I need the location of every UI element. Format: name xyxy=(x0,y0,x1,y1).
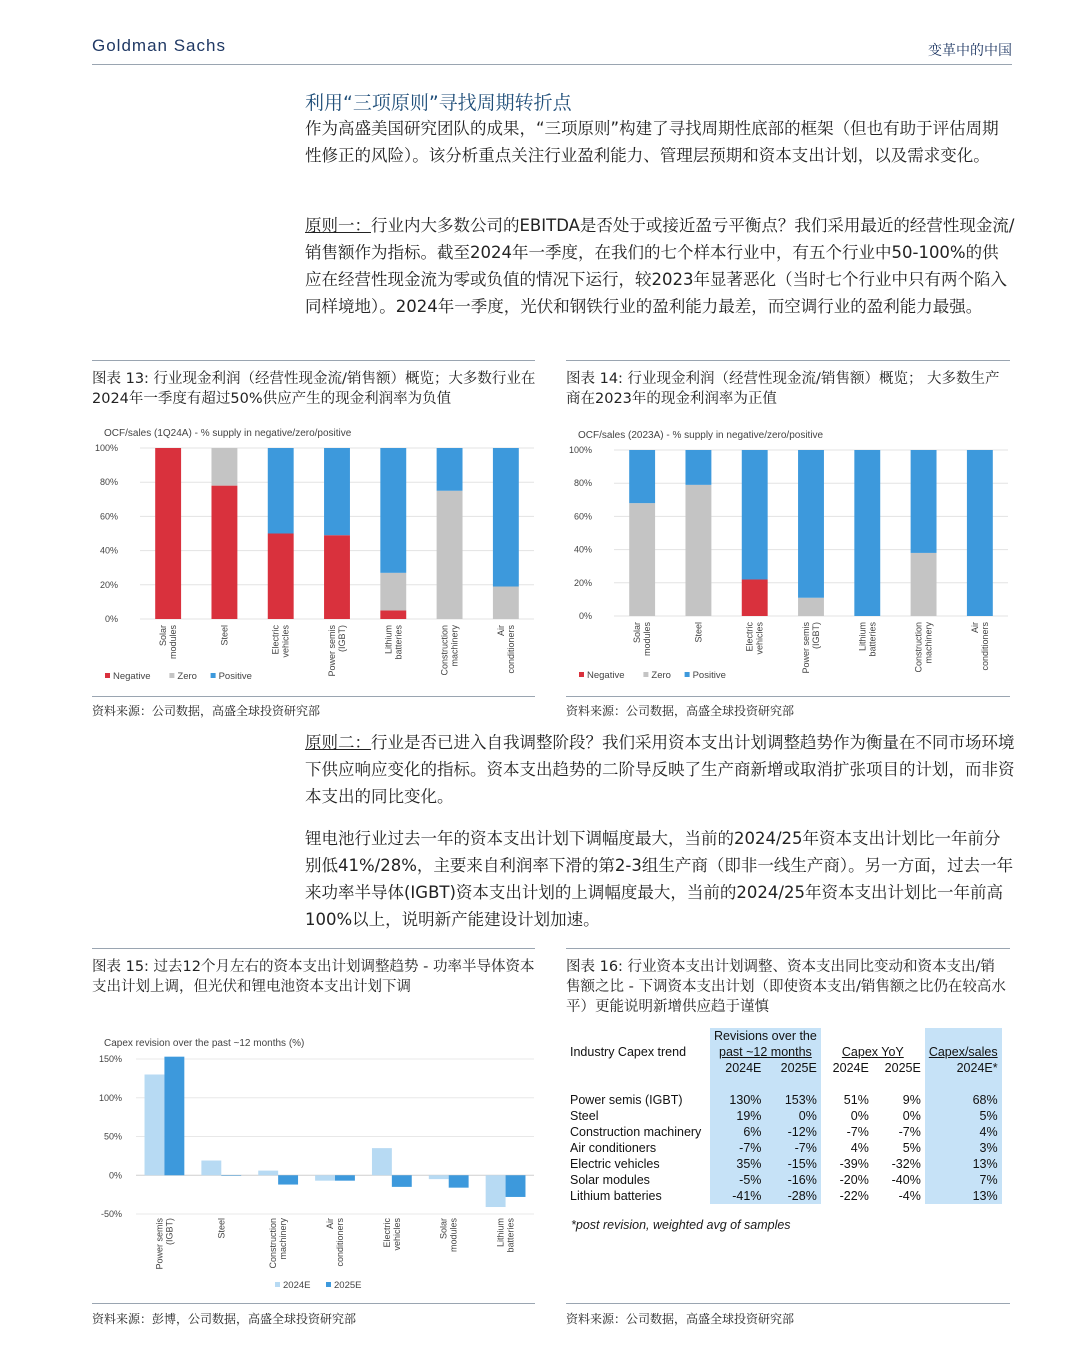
legend-label: Zero xyxy=(177,671,197,682)
x-tick-label xyxy=(327,625,347,677)
bar-2025e xyxy=(449,1175,469,1187)
legend-label: 2024E xyxy=(283,1280,311,1291)
cell-r24: -41% xyxy=(710,1188,765,1204)
bar-zero xyxy=(685,485,711,616)
x-tick-label xyxy=(383,625,403,660)
x-tick-line: Lithium xyxy=(383,625,394,655)
battery-paragraph: 锂电池行业过去一年的资本支出计划下调幅度最大，当前的2024/25年资本支出计划比一年前分别低41%/28%，主要来自利润率下滑的第2-3组生产商（即非一线生产商）。另一方面，过去一年来功率半导体(IGBT)资本支出计划的上调幅度最大，当前的2024/25年资本支出计划比一年前高100%以上，说明新产能建设计划加速。 xyxy=(305,829,1014,929)
fig14-top-rule xyxy=(566,360,1010,361)
x-tick-line: (IGBT) xyxy=(337,625,347,652)
capex-table-wrap xyxy=(566,1028,1002,1232)
x-tick-line: batteries xyxy=(867,622,878,657)
x-tick-line: Air xyxy=(969,622,980,633)
y-tick-label: 150% xyxy=(98,1054,122,1064)
legend-label: 2025E xyxy=(334,1280,362,1291)
bar-2024e xyxy=(315,1175,335,1180)
bar-2024e xyxy=(372,1148,392,1175)
y-tick-label: 100% xyxy=(98,1092,122,1103)
bar-zero xyxy=(798,598,824,616)
cell-name: Solar modules xyxy=(570,1173,650,1187)
bar-zero xyxy=(437,491,463,619)
x-tick-label xyxy=(440,625,460,676)
x-tick-line: (IGBT) xyxy=(164,1218,175,1245)
header-divider xyxy=(92,64,1012,65)
legend-label: Zero xyxy=(651,670,671,681)
x-tick-line: Power semis xyxy=(801,622,811,674)
header-year: 2024E* xyxy=(925,1060,1002,1076)
x-tick-line: modules xyxy=(642,622,653,657)
fig16-title: 图表 16: 行业资本支出计划调整、资本支出同比变动和资本支出/销售额之比 - 下调资本支出计划（即使资本支出/销售额之比仍在较高水平）更能说明新增供应趋于谨慎 xyxy=(566,959,1006,1015)
cell-r25: -7% xyxy=(765,1140,820,1156)
bar-positive xyxy=(685,450,711,485)
bar-negative xyxy=(742,579,768,616)
x-tick-label xyxy=(632,622,652,657)
x-tick-line: machinery xyxy=(449,625,460,667)
cell-y24: 4% xyxy=(850,1141,869,1155)
fig14-title: 图表 14: 行业现金利润（经营性现金流/销售额）概览； 大多数生产商在2023年的现金利润率为正值 xyxy=(566,371,1000,407)
bar-zero xyxy=(911,553,937,616)
cell-name: Air conditioners xyxy=(570,1141,657,1155)
y-tick-label: 20% xyxy=(573,577,592,588)
legend-swatch xyxy=(326,1282,331,1287)
legend-label: Negative xyxy=(587,670,625,681)
bar-positive xyxy=(380,448,406,573)
principle1-paragraph xyxy=(305,212,1015,320)
cell-y24: 0% xyxy=(850,1109,869,1123)
bar-negative xyxy=(155,448,181,619)
cell-r24: 6% xyxy=(710,1124,765,1140)
cell-cs: 13% xyxy=(925,1156,1002,1172)
cell-cs: 68% xyxy=(925,1092,1002,1108)
header-capex-sales: Capex/sales xyxy=(928,1045,998,1059)
y-tick-label: 20% xyxy=(99,579,118,590)
fig15-chart-title: Capex revision over the past ~12 months (%) xyxy=(104,1038,305,1049)
y-tick-label: 60% xyxy=(573,511,592,522)
x-tick-line: Electric xyxy=(270,625,281,655)
bar-negative xyxy=(268,534,294,620)
principle2-text: 行业是否已进入自我调整阶段？我们采用资本支出计划调整趋势作为衡量在不同市场环境下供应响应变化的指标。资本支出趋势的二阶导反映了生产商新增或取消扩张项目的计划，而非资本支出的同比变化。 xyxy=(305,733,1015,806)
y-tick-label: 0% xyxy=(578,611,592,621)
fig16-source: 资料来源：公司数据，高盛全球投资研究部 xyxy=(566,1312,795,1326)
cell-name: Construction machinery xyxy=(570,1125,702,1139)
x-tick-line: vehicles xyxy=(391,1218,402,1251)
x-tick-line: Solar xyxy=(632,622,643,644)
cell-r24: 19% xyxy=(710,1108,765,1124)
bar-positive xyxy=(493,448,519,587)
x-tick-label xyxy=(857,622,877,657)
x-tick-line: Construction xyxy=(268,1218,279,1269)
fig15-top-rule xyxy=(92,948,535,949)
capex-table xyxy=(566,1028,1002,1204)
fig14-chart xyxy=(566,420,1011,696)
x-tick-line: batteries xyxy=(393,625,404,660)
fig16-bottom-rule xyxy=(566,1303,1010,1304)
cell-y25: -32% xyxy=(891,1157,921,1171)
legend-swatch xyxy=(275,1282,280,1287)
bar-negative xyxy=(380,610,406,619)
cell-r24: 130% xyxy=(710,1092,765,1108)
cell-cs: 7% xyxy=(925,1172,1002,1188)
x-tick-line: (IGBT) xyxy=(811,622,821,649)
x-tick-line: Steel xyxy=(216,1218,227,1239)
header-revisions-2: past ~12 months xyxy=(719,1045,812,1059)
x-tick-label xyxy=(496,1218,516,1253)
cell-y24: 51% xyxy=(843,1093,869,1107)
bar-2025e xyxy=(164,1057,184,1176)
bar-2024e xyxy=(486,1175,506,1207)
bar-zero xyxy=(211,448,237,486)
y-tick-label: 100% xyxy=(568,445,592,455)
cell-r25: -15% xyxy=(765,1156,820,1172)
x-tick-line: Power semis xyxy=(154,1218,165,1270)
legend-swatch xyxy=(685,672,690,677)
x-tick-label xyxy=(914,622,934,673)
bar-positive xyxy=(629,450,655,503)
cell-name: Power semis (IGBT) xyxy=(570,1093,683,1107)
x-tick-line: modules xyxy=(168,625,179,660)
x-tick-line: vehicles xyxy=(280,625,291,658)
bar-2025e xyxy=(278,1175,298,1184)
cell-r24: -7% xyxy=(710,1140,765,1156)
x-tick-line: modules xyxy=(448,1218,459,1253)
x-tick-label xyxy=(158,625,178,660)
x-tick-label xyxy=(745,622,765,655)
table-row xyxy=(566,1124,1002,1140)
cell-y24: -20% xyxy=(839,1173,869,1187)
section-title: 利用“三项原则”寻找周期转折点 xyxy=(305,92,572,114)
cell-r25: -28% xyxy=(765,1188,820,1204)
bar-2025e xyxy=(506,1175,526,1197)
x-tick-line: Steel xyxy=(219,625,230,646)
principle2-paragraph xyxy=(305,729,1015,810)
fig13-chart-title: OCF/sales (1Q24A) - % supply in negative/zero/positive xyxy=(104,428,352,439)
cell-cs: 5% xyxy=(925,1108,1002,1124)
cell-r24: 35% xyxy=(710,1156,765,1172)
x-tick-line: Construction xyxy=(913,622,924,673)
y-tick-label: 40% xyxy=(99,545,118,556)
bar-zero xyxy=(629,503,655,616)
x-tick-label xyxy=(970,622,990,671)
x-tick-label xyxy=(693,622,703,643)
header-year: 2024E xyxy=(710,1060,765,1076)
table-note: *post revision, weighted avg of samples xyxy=(571,1218,791,1232)
header-year: 2025E xyxy=(884,1061,921,1075)
principle1-text: 行业内大多数公司的EBITDA是否处于或接近盈亏平衡点？我们采用最近的经营性现金流/销售额作为指标。截至2024年一季度，在我们的七个样本行业中，有五个行业中50-100%的供应在经营性现金流为零或负值的情况下运行，较2023年显著恶化（当时七个行业中只有两个陷入同样境地）。2024年一季度，光伏和钢铁行业的盈利能力最差，而空调行业的盈利能力最强。 xyxy=(305,216,1015,316)
x-tick-label xyxy=(216,1218,226,1239)
fig14-source: 资料来源：公司数据，高盛全球投资研究部 xyxy=(566,704,795,718)
bar-zero xyxy=(493,587,519,619)
table-row xyxy=(566,1092,1002,1108)
fig14-bottom-rule xyxy=(566,696,1010,697)
table-row xyxy=(566,1172,1002,1188)
bar-positive xyxy=(742,450,768,579)
x-tick-line: machinery xyxy=(923,622,934,664)
legend-label: Positive xyxy=(692,670,726,681)
table-row xyxy=(566,1156,1002,1172)
cell-y25: -7% xyxy=(898,1125,921,1139)
bar-zero xyxy=(380,573,406,611)
fig13-top-rule xyxy=(92,360,535,361)
header-year: 2025E xyxy=(765,1060,820,1076)
report-title: 变革中的中国 xyxy=(928,43,1012,59)
x-tick-line: conditioners xyxy=(505,625,516,674)
x-tick-line: conditioners xyxy=(335,1218,345,1267)
bar-positive xyxy=(911,450,937,553)
bar-positive xyxy=(324,448,350,535)
table-row xyxy=(566,1108,1002,1124)
y-tick-label: 40% xyxy=(573,544,592,555)
fig16-top-rule xyxy=(566,948,1010,949)
legend-swatch xyxy=(211,673,216,678)
x-tick-line: Air xyxy=(495,625,506,636)
fig14-chart-title: OCF/sales (2023A) - % supply in negative/zero/positive xyxy=(578,430,824,441)
y-tick-label: -50% xyxy=(100,1209,122,1219)
y-tick-label: 80% xyxy=(99,477,118,488)
cell-cs: 4% xyxy=(925,1124,1002,1140)
y-tick-label: 80% xyxy=(573,478,592,489)
x-tick-line: Electric xyxy=(744,622,755,652)
bar-2025e xyxy=(335,1175,355,1180)
legend-label: Negative xyxy=(113,671,151,682)
bar-positive xyxy=(854,450,880,616)
cell-name: Steel xyxy=(570,1109,599,1123)
cell-y25: 0% xyxy=(902,1109,921,1123)
principle1-label: 原则一： xyxy=(305,216,371,235)
x-tick-label xyxy=(801,622,821,674)
x-tick-label xyxy=(496,625,516,674)
cell-y24: -22% xyxy=(839,1189,869,1203)
cell-name: Lithium batteries xyxy=(570,1189,662,1203)
fig13-title: 图表 13: 行业现金利润（经营性现金流/销售额）概览；大多数行业在2024年一季度有超过50%供应产生的现金利润率为负值 xyxy=(92,371,536,407)
bar-2025e xyxy=(392,1175,412,1187)
cell-y25: 5% xyxy=(902,1141,921,1155)
x-tick-label xyxy=(325,1218,345,1267)
bar-2024e xyxy=(201,1161,221,1176)
y-tick-label: 50% xyxy=(103,1131,122,1142)
cell-r25: -16% xyxy=(765,1172,820,1188)
x-tick-label xyxy=(439,1218,459,1253)
x-tick-label xyxy=(219,625,229,646)
x-tick-label xyxy=(271,625,291,658)
bar-2024e xyxy=(145,1075,165,1176)
x-tick-line: Steel xyxy=(693,622,704,643)
x-tick-label xyxy=(268,1218,288,1269)
cell-r24: -5% xyxy=(710,1172,765,1188)
cell-y24: -7% xyxy=(846,1125,869,1139)
bar-positive xyxy=(967,450,993,616)
bar-2024e xyxy=(258,1171,278,1176)
x-tick-line: batteries xyxy=(505,1218,516,1253)
bar-positive xyxy=(268,448,294,534)
header-revisions: Revisions over the xyxy=(710,1028,821,1044)
header-industry: Industry Capex trend xyxy=(570,1045,687,1059)
x-tick-label xyxy=(382,1218,402,1251)
fig15-title: 图表 15: 过去12个月左右的资本支出计划调整趋势 - 功率半导体资本支出计划上调，但光伏和锂电池资本支出计划下调 xyxy=(92,959,535,995)
legend-swatch xyxy=(643,672,648,677)
bar-2024e xyxy=(429,1175,449,1179)
cell-name: Electric vehicles xyxy=(570,1157,660,1171)
bar-negative xyxy=(211,486,237,619)
bar-positive xyxy=(437,448,463,491)
cell-cs: 3% xyxy=(925,1140,1002,1156)
x-tick-line: Solar xyxy=(158,625,169,647)
fig15-chart xyxy=(92,1030,537,1302)
principle2-label: 原则二： xyxy=(305,733,371,752)
x-tick-line: Electric xyxy=(381,1218,392,1248)
x-tick-line: Solar xyxy=(438,1218,449,1240)
cell-cs: 13% xyxy=(925,1188,1002,1204)
fig13-chart xyxy=(92,418,537,696)
fig15-bottom-rule xyxy=(92,1303,535,1304)
brand-logo-text: Goldman Sachs xyxy=(92,36,226,55)
intro-paragraph: 作为高盛美国研究团队的成果，“三项原则”构建了寻找周期性底部的框架（但也有助于评估周期性修正的风险）。该分析重点关注行业盈利能力、管理层预期和资本支出计划，以及需求变化。 xyxy=(305,119,999,165)
x-tick-line: machinery xyxy=(278,1218,289,1260)
x-tick-line: Lithium xyxy=(495,1218,506,1248)
y-tick-label: 100% xyxy=(94,443,118,453)
table-row xyxy=(566,1188,1002,1204)
cell-r25: 0% xyxy=(765,1108,820,1124)
cell-y25: 9% xyxy=(902,1093,921,1107)
legend-swatch xyxy=(105,673,110,678)
x-tick-label xyxy=(154,1218,174,1270)
bar-2025e xyxy=(221,1175,241,1176)
fig13-bottom-rule xyxy=(92,696,535,697)
cell-y25: -40% xyxy=(891,1173,921,1187)
cell-y25: -4% xyxy=(898,1189,921,1203)
cell-r25: -12% xyxy=(765,1124,820,1140)
fig15-source: 资料来源：彭博，公司数据，高盛全球投资研究部 xyxy=(92,1312,357,1326)
table-row xyxy=(566,1140,1002,1156)
cell-y24: -39% xyxy=(839,1157,869,1171)
cell-r25: 153% xyxy=(765,1092,820,1108)
x-tick-line: Power semis xyxy=(327,625,337,677)
fig13-source: 资料来源：公司数据，高盛全球投资研究部 xyxy=(92,704,321,718)
legend-label: Positive xyxy=(218,671,252,682)
x-tick-line: Construction xyxy=(439,625,450,676)
x-tick-line: conditioners xyxy=(979,622,990,671)
bar-negative xyxy=(324,535,350,619)
header-year: 2024E xyxy=(832,1061,869,1075)
x-tick-line: vehicles xyxy=(754,622,765,655)
x-tick-line: Lithium xyxy=(857,622,868,652)
x-tick-line: Air xyxy=(325,1218,335,1229)
header-capex-yoy: Capex YoY xyxy=(841,1045,904,1059)
legend-swatch xyxy=(579,672,584,677)
y-tick-label: 60% xyxy=(99,511,118,522)
bar-positive xyxy=(798,450,824,598)
legend-swatch xyxy=(169,673,174,678)
y-tick-label: 0% xyxy=(108,1170,122,1181)
y-tick-label: 0% xyxy=(104,614,118,624)
